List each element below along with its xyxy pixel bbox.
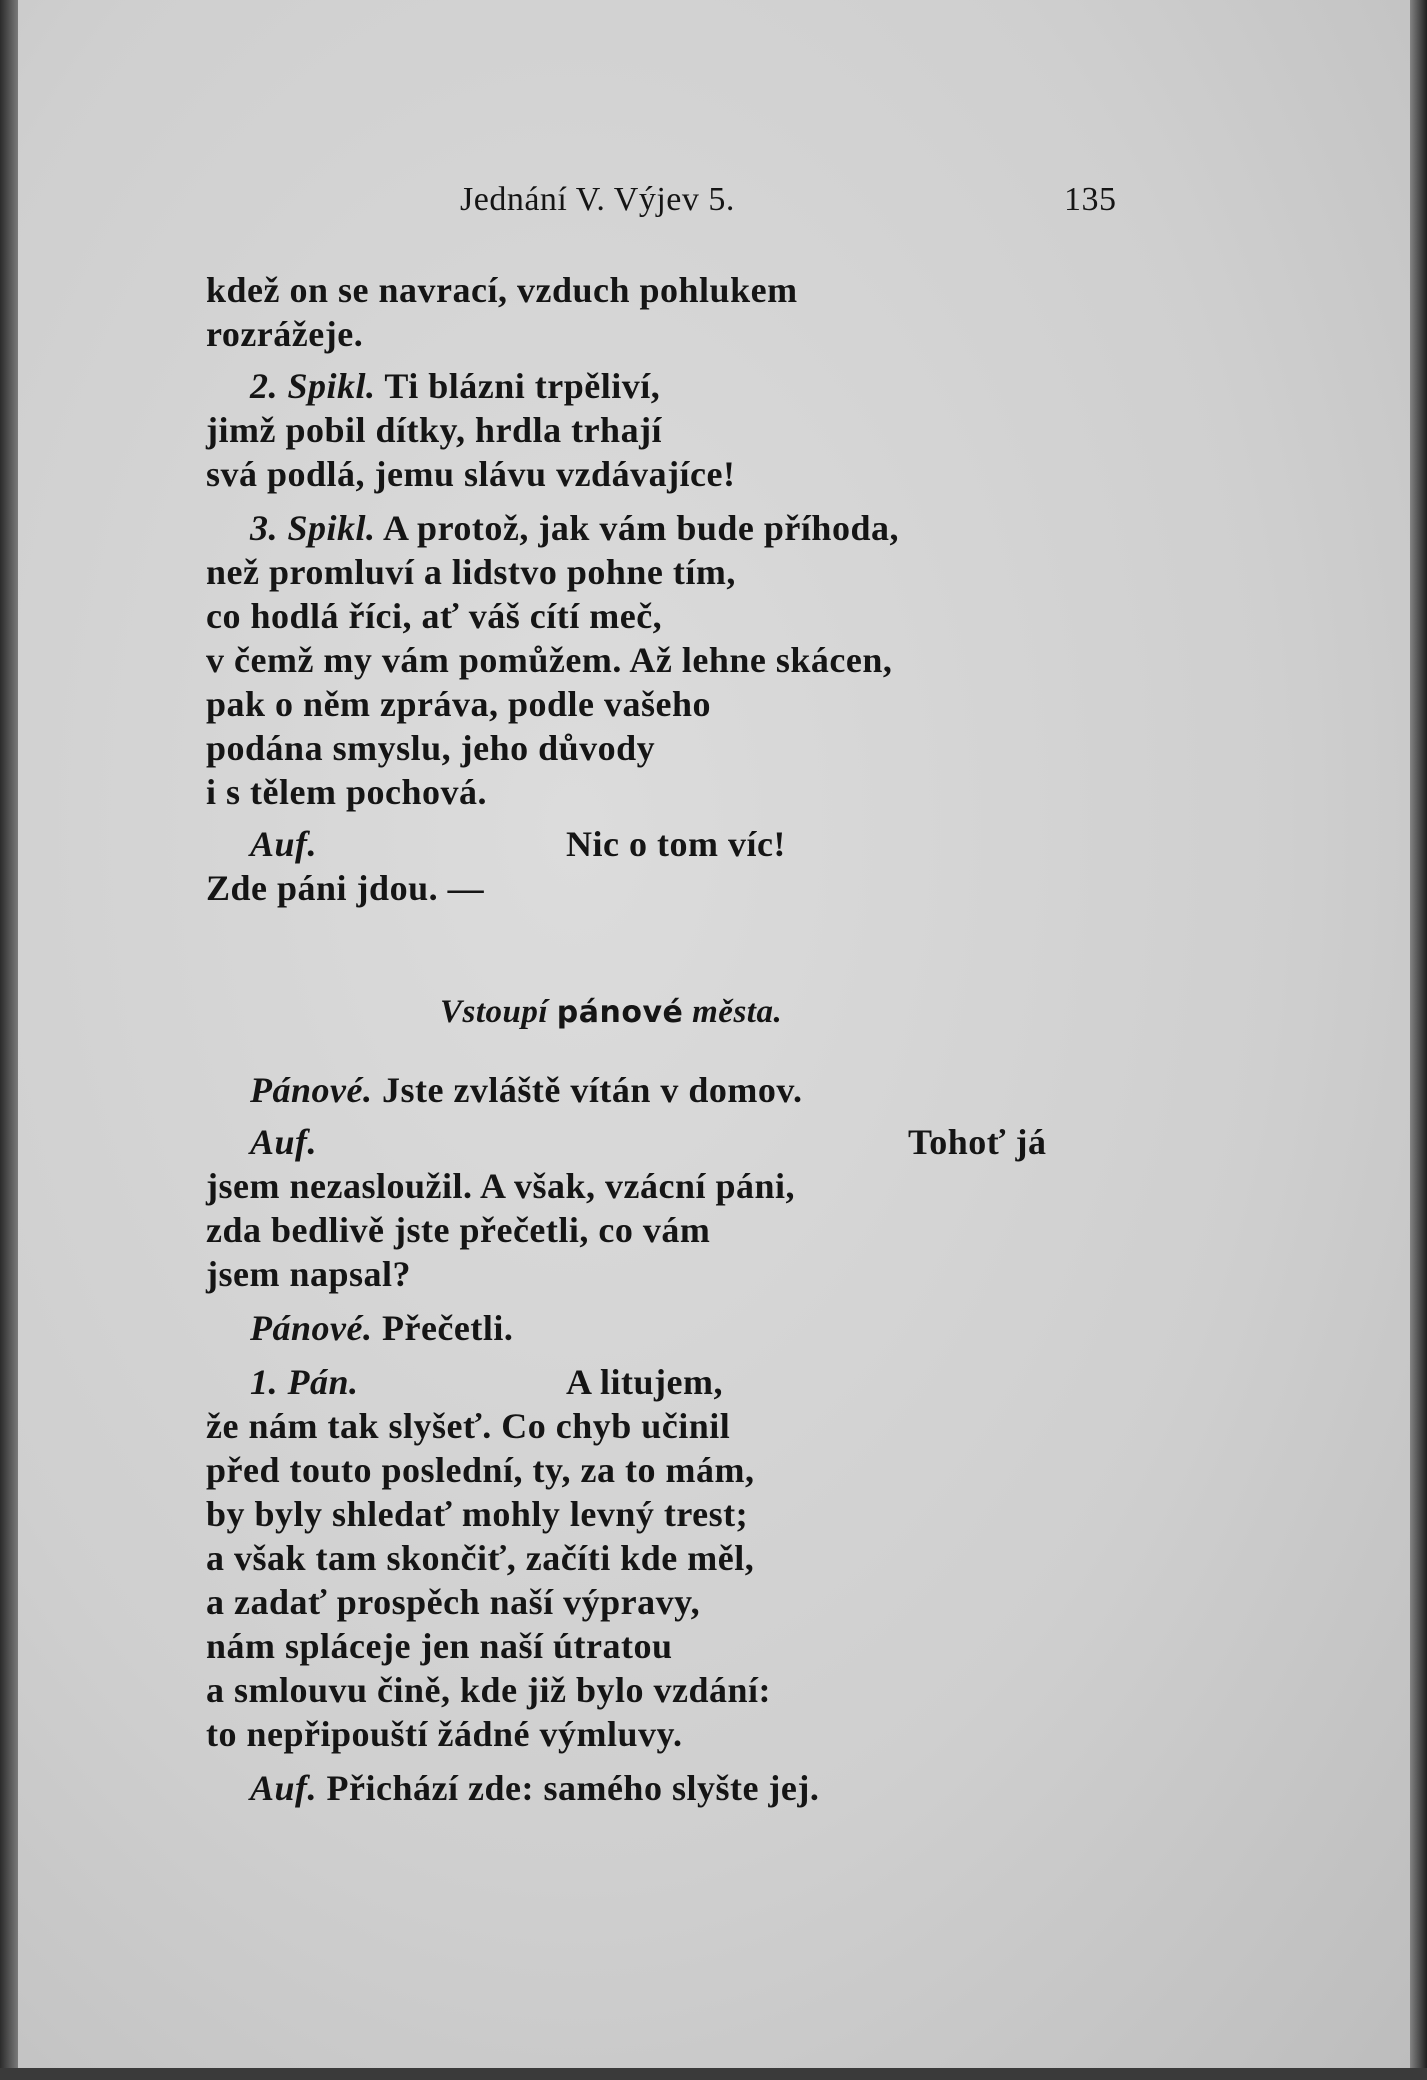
speech-text: A litujem, (566, 1362, 723, 1402)
verse-line: a však tam skončiť, začíti kde měl, (206, 1538, 755, 1578)
speech-line (250, 1068, 802, 1112)
stage-word: pánové (556, 995, 684, 1030)
speaker-label: Auf. (250, 1122, 318, 1162)
verse-line: v čemž my vám pomůžem. Až lehne skácen, (206, 640, 893, 680)
speaker-label: Pánové. (250, 1070, 373, 1110)
verse-line: a zadať prospěch naší výpravy, (206, 1582, 701, 1622)
verse-line: Zde páni jdou. — (206, 868, 485, 908)
speech-text: Tohoť já (908, 1122, 1047, 1162)
verse-line: to nepřipouští žádné výmluvy. (206, 1714, 683, 1754)
stage-direction (440, 990, 782, 1035)
stage-word: Vstoupí (440, 994, 549, 1030)
verse-line: rozrážeje. (206, 314, 364, 354)
verse-line: že nám tak slyšeť. Co chyb učinil (206, 1406, 731, 1446)
speech-line (250, 364, 660, 408)
speaker-label: Auf. (250, 1768, 318, 1808)
speech-line (250, 1306, 513, 1350)
speech-text: Přečetli. (372, 1308, 514, 1348)
verse-line: nám spláceje jen naší útratou (206, 1626, 673, 1666)
verse-line: podána smyslu, jeho důvody (206, 728, 656, 768)
speech-text: Přichází zde: samého slyšte jej. (317, 1768, 820, 1808)
running-header: Jednání V. Výjev 5. (460, 181, 735, 218)
verse-line: než promluví a lidstvo pohne tím, (206, 552, 736, 592)
verse-line: zda bedlivě jste přečetli, co vám (206, 1210, 711, 1250)
verse-line: by byly shledať mohly levný trest; (206, 1494, 749, 1534)
speech-text: Jste zvláště vítán v domov. (372, 1070, 803, 1110)
speech-text: A protož, jak vám bude příhoda, (375, 508, 899, 548)
verse-line: jsem napsal? (206, 1254, 412, 1294)
speaker-label: Auf. (250, 824, 318, 864)
speech-text: Nic o tom víc! (566, 824, 786, 864)
speaker-label: 3. Spikl. (250, 508, 376, 548)
speech-line (250, 506, 899, 550)
verse-line: i s tělem pochová. (206, 772, 487, 812)
speaker-label: 2. Spikl. (250, 366, 376, 406)
verse-line: jsem nezasloužil. A však, vzácní páni, (206, 1166, 796, 1206)
speaker-label: Pánové. (250, 1308, 373, 1348)
verse-line: před touto poslední, ty, za to mám, (206, 1450, 755, 1490)
verse-line: svá podlá, jemu slávu vzdávajíce! (206, 454, 736, 494)
verse-line: co hodlá říci, ať váš cítí meč, (206, 596, 663, 636)
speaker-label: 1. Pán. (250, 1362, 359, 1402)
verse-line: kdež on se navrací, vzduch pohlukem (206, 270, 798, 310)
page-edge-bottom (0, 2068, 1427, 2080)
page-edge-right (1409, 0, 1427, 2080)
verse-line: pak o něm zpráva, podle vašeho (206, 684, 712, 724)
book-page (18, 0, 1410, 2070)
page-edge-left (0, 0, 18, 2080)
verse-line: jimž pobil dítky, hrdla trhají (206, 410, 663, 450)
page-number: 135 (1064, 181, 1117, 218)
speech-text: Ti blázni trpěliví, (375, 366, 661, 406)
speech-line (250, 1766, 819, 1810)
verse-line: a smlouvu čině, kde již bylo vzdání: (206, 1670, 772, 1710)
stage-word: města. (692, 994, 783, 1030)
